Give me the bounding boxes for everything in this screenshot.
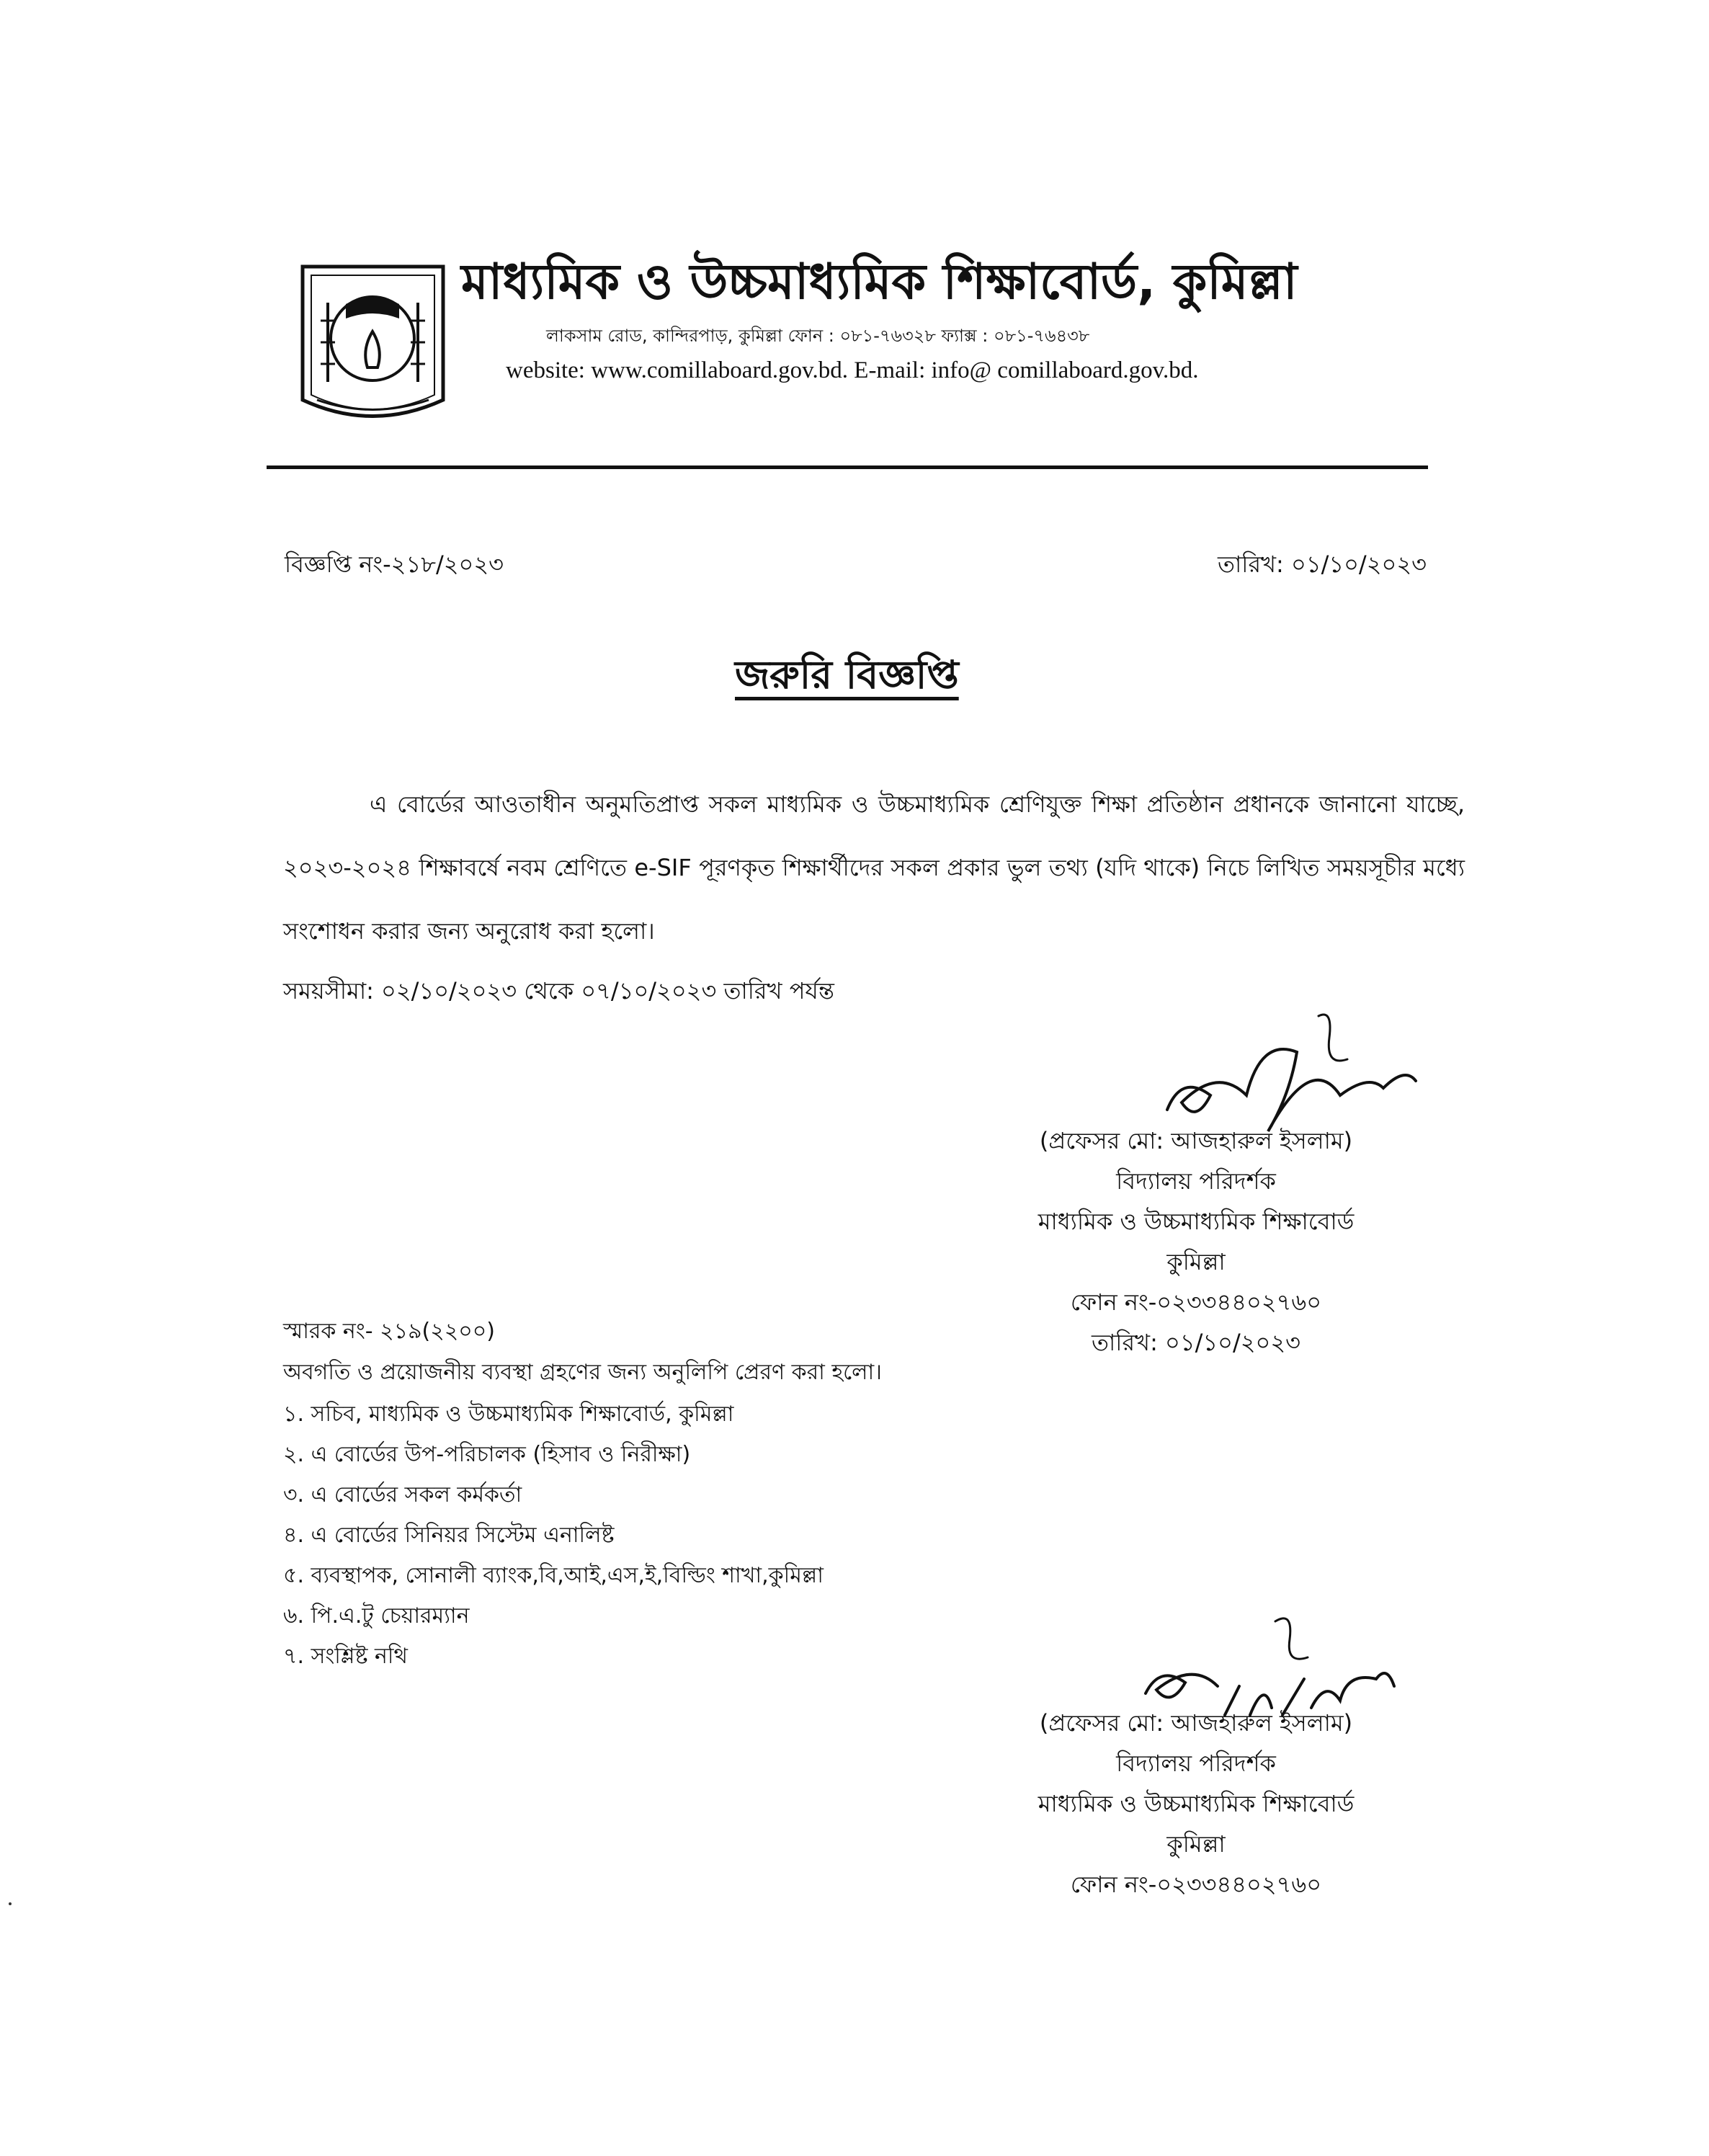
signatory-city: কুমিল্লা (1166, 1830, 1226, 1858)
header-divider (267, 466, 1428, 469)
list-item: ৩. এ বোর্ডের সকল কর্মকর্তা (283, 1482, 522, 1507)
board-address-line: লাকসাম রোড, কান্দিরপাড়, কুমিল্লা ফোন : ০৮১-৭৬৩২৮ ফ্যাক্স : ০৮১-৭৬৪৩৮ (546, 326, 1090, 346)
signatory-designation: বিদ্যালয় পরিদর্শক (1116, 1167, 1276, 1195)
board-website-email-line: website: www.comillaboard.gov.bd. E-mail: info@ comillaboard.gov.bd. (506, 357, 1199, 383)
signatory-designation: বিদ্যালয় পরিদর্শক (1116, 1750, 1276, 1777)
distribution-list (283, 1394, 824, 1677)
list-item: ৫. ব্যবস্থাপক, সোনালী ব্যাংক,বি,আই,এস,ই,বিল্ডিং শাখা,কুমিল্লা (283, 1563, 824, 1588)
signatory-city: কুমিল্লা (1166, 1248, 1226, 1275)
signature-block-2 (994, 1703, 1398, 1905)
notice-number: বিজ্ঞপ্তি নং-২১৮/২০২৩ (285, 551, 504, 578)
notice-body: এ বোর্ডের আওতাধীন অনুমতিপ্রাপ্ত সকল মাধ্যমিক ও উচ্চমাধ্যমিক শ্রেণিযুক্ত শিক্ষা প্রতিষ্ঠান প্রধানকে জানানো যাচ্ছে, ২০২৩-২০২৪ শিক্ষাবর্ষে নবম শ্রেণিতে e-SIF পূরণকৃত শিক্ষার্থীদের সকল প্রকার ভুল তথ্য (যদি থাকে) নিচে লিখিত সময়সূচীর মধ্যে সংশোধন করার জন্য অনুরোধ করা হলো। (283, 790, 1465, 945)
signatory-phone: ফোন নং-০২৩৩৪৪০২৭৬০ (1070, 1288, 1322, 1316)
list-item: ৪. এ বোর্ডের সিনিয়র সিস্টেম এনালিষ্ট (283, 1523, 615, 1548)
list-item: ৭. সংশ্লিষ্ট নথি (283, 1644, 408, 1669)
list-item: ১. সচিব, মাধ্যমিক ও উচ্চমাধ্যমিক শিক্ষাবোর্ড, কুমিল্লা (283, 1402, 734, 1427)
board-name-heading: মাধ্যমিক ও উচ্চমাধ্যমিক শিক্ষাবোর্ড, কুমিল্লা (461, 254, 1298, 311)
signatory-organization: মাধ্যমিক ও উচ্চমাধ্যমিক শিক্ষাবোর্ড (1038, 1790, 1355, 1817)
memo-number: স্মারক নং- ২১৯(২২০০) (283, 1319, 495, 1344)
signatory-name: (প্রফেসর মো: আজহারুল ইসলাম) (1039, 1709, 1353, 1737)
signatory-organization: মাধ্যমিক ও উচ্চমাধ্যমিক শিক্ষাবোর্ড (1038, 1208, 1355, 1235)
signature-block-1 (994, 1121, 1398, 1363)
notice-date: তারিখ: ০১/১০/২০২৩ (1218, 551, 1427, 578)
board-logo-icon (288, 252, 458, 432)
list-item: ২. এ বোর্ডের উপ-পরিচালক (হিসাব ও নিরীক্ষা) (283, 1442, 691, 1467)
scan-speck (9, 1902, 12, 1905)
notice-title: জরুরি বিজ্ঞপ্তি (735, 652, 959, 698)
notice-deadline: সময়সীমা: ০২/১০/২০২৩ থেকে ০৭/১০/২০২৩ তারিখ পর্যন্ত (283, 977, 834, 1004)
signatory-date: তারিখ: ০১/১০/২০২৩ (1092, 1329, 1300, 1356)
memo-intro: অবগতি ও প্রয়োজনীয় ব্যবস্থা গ্রহণের জন্য অনুলিপি প্রেরণ করা হলো। (283, 1360, 882, 1385)
list-item: ৬. পি.এ.টু চেয়ারম্যান (283, 1603, 470, 1629)
signatory-name: (প্রফেসর মো: আজহারুল ইসলাম) (1039, 1127, 1353, 1154)
signatory-phone: ফোন নং-০২৩৩৪৪০২৭৬০ (1070, 1871, 1322, 1898)
